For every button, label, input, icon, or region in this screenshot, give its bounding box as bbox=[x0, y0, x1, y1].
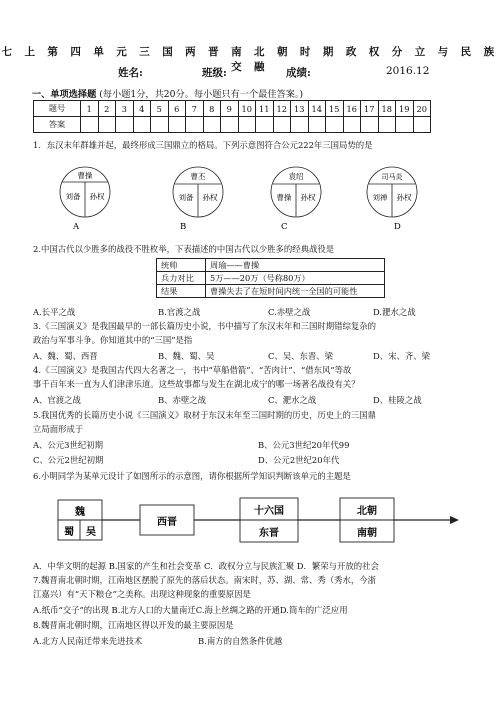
answer-cell[interactable] bbox=[203, 117, 221, 133]
section-title: 一、单项选择题 bbox=[32, 89, 97, 100]
answer-cell[interactable] bbox=[343, 117, 361, 133]
q2-option-a[interactable]: A.长平之战 bbox=[33, 307, 76, 317]
q1-b-right: 孙权 bbox=[202, 193, 218, 202]
question-number: 18 bbox=[378, 101, 396, 117]
q7-line2: 江嘉兴）有“天下粮仓”之美称。出现这种现象的重要原因是 bbox=[33, 589, 251, 599]
q3-option-c[interactable]: C、吴、东晋、梁 bbox=[268, 351, 334, 361]
q6-box3-top: 十六国 bbox=[254, 506, 284, 517]
q5-option-b[interactable]: B、公元3世纪20年代99 bbox=[258, 440, 350, 450]
q5-line1: 5.我国优秀的长篇历史小说《三国演义》取材于东汉末年至三国时期的历史，历史上的三国鼎 bbox=[33, 410, 376, 420]
q1-d-top: 司马炎 bbox=[381, 173, 403, 181]
answer-cell[interactable] bbox=[116, 117, 134, 133]
q1-d-letter: D bbox=[394, 222, 401, 232]
answer-cell[interactable] bbox=[256, 117, 274, 133]
q3-option-b[interactable]: B、魏、蜀、吴 bbox=[158, 351, 215, 361]
q5-option-d[interactable]: D、公元2世纪20年代 bbox=[258, 455, 340, 465]
question-number: 6 bbox=[168, 101, 186, 117]
q8-option-b[interactable]: B.南方的自然条件优越 bbox=[198, 636, 283, 646]
q6-box-sixteen-kingdoms bbox=[240, 498, 298, 542]
q4-line2: 事千百年来一直为人们津津乐道。这些故事都与发生在湖北成宁的哪一场著名战役有关？ bbox=[33, 379, 360, 389]
question-number: 11 bbox=[256, 101, 274, 117]
q2-row-value: 周瑜——曹操 bbox=[206, 259, 385, 272]
question-number: 16 bbox=[343, 101, 361, 117]
question-number: 2 bbox=[98, 101, 116, 117]
answer-cell[interactable] bbox=[221, 117, 239, 133]
q1-b-top: 曹丕 bbox=[190, 172, 206, 181]
q6-box4-top: 北朝 bbox=[357, 506, 377, 517]
question-number: 7 bbox=[186, 101, 204, 117]
q6-box4-bottom: 南朝 bbox=[357, 528, 377, 539]
answer-cell[interactable] bbox=[168, 117, 186, 133]
section-heading bbox=[32, 86, 303, 100]
q1-c-right: 孙权 bbox=[300, 193, 316, 202]
q2-row-key: 兵力对比 bbox=[157, 272, 206, 285]
q4-option-c[interactable]: C、淝水之战 bbox=[268, 395, 317, 405]
q4-option-a[interactable]: A、官渡之战 bbox=[33, 395, 81, 405]
question-number: 4 bbox=[133, 101, 151, 117]
q6-box2: 西晋 bbox=[157, 517, 177, 528]
q1-option-d-diagram bbox=[367, 167, 417, 232]
answer-cell[interactable] bbox=[186, 117, 204, 133]
q5-line2: 立局面形成于 bbox=[33, 424, 84, 434]
answer-cell[interactable] bbox=[133, 117, 151, 133]
q1-a-top: 曹操 bbox=[77, 171, 93, 180]
question-number: 9 bbox=[221, 101, 239, 117]
answer-table bbox=[33, 100, 431, 133]
q1-option-a-diagram bbox=[60, 167, 110, 232]
q6-box-three-kingdoms bbox=[58, 500, 102, 540]
question-number: 5 bbox=[151, 101, 169, 117]
answer-cell[interactable] bbox=[273, 117, 291, 133]
q1-d-right: 孙权 bbox=[396, 193, 412, 202]
q2-option-c[interactable]: C.赤壁之战 bbox=[268, 307, 311, 317]
answer-cell[interactable] bbox=[378, 117, 396, 133]
q4-line1: 4.《三国演义》是我国古代四大名著之一，书中“草船借箭”、“苦肉计”、“借东风”等故 bbox=[33, 365, 352, 375]
q6-box-north-south bbox=[340, 498, 394, 542]
q2-row-key: 统帅 bbox=[157, 259, 206, 272]
q5-option-a[interactable]: A、公元3世纪初期 bbox=[33, 440, 104, 450]
answer-cell[interactable] bbox=[396, 117, 414, 133]
exam-date: 2016.12 bbox=[386, 65, 430, 77]
q6-options[interactable]: A．中华文明的起源 B.国家的产生和社会变革 C．政权分立与民族汇聚 D．繁荣与开放的社会 bbox=[33, 561, 379, 571]
q2-option-b[interactable]: B.官渡之战 bbox=[158, 307, 201, 317]
question-number: 1 bbox=[81, 101, 99, 117]
q1-text: 1．东汉末年群雄并起，最终形成三国鼎立的格局。下列示意图符合公元222年三国局势的是 bbox=[33, 140, 373, 150]
q2-option-d[interactable]: D.淝水之战 bbox=[373, 307, 416, 317]
q5-option-c[interactable]: C、公元2世纪初期 bbox=[33, 455, 104, 465]
answer-cell[interactable] bbox=[151, 117, 169, 133]
q6-box-western-jin bbox=[140, 505, 194, 535]
q2-row-value: 曹操失去了在短时间内统一全国的可能性 bbox=[206, 285, 385, 298]
q7-options[interactable]: A.纸币“交子”的出现 B.北方人口的大量南迁C.海上丝绸之路的开通D.筒车的广泛应用 bbox=[33, 605, 348, 615]
q1-c-letter: C bbox=[281, 222, 288, 232]
q1-b-left: 刘备 bbox=[178, 193, 194, 202]
answer-cell[interactable] bbox=[98, 117, 116, 133]
q3-option-a[interactable]: A、魏、蜀、西晋 bbox=[33, 351, 98, 361]
q1-a-letter: A bbox=[73, 222, 80, 232]
q6-box1-top: 魏 bbox=[75, 507, 85, 518]
q1-a-left: 刘备 bbox=[65, 192, 81, 201]
section-note: (每小题1分，共20分。每小题只有一个最佳答案。) bbox=[99, 89, 304, 100]
q3-line1: 3.《三国演义》是我国最早的一部长篇历史小说，书中描写了东汉末年和三国时期错综复杂的 bbox=[33, 321, 376, 331]
question-number: 15 bbox=[326, 101, 344, 117]
name-label: 姓名: bbox=[118, 67, 143, 79]
exam-title: 七 上 第 四 单 元 三 国 两 晋 南 北 朝 时 期 政 权 分 立 与 民 族 交 融 bbox=[1, 46, 499, 73]
q6-box1-right: 吴 bbox=[86, 527, 96, 538]
answer-cell[interactable] bbox=[413, 117, 431, 133]
answer-row-label: 答案 bbox=[34, 117, 81, 133]
q2-row-key: 结果 bbox=[157, 285, 206, 298]
q6-box3-bottom: 东晋 bbox=[259, 528, 279, 539]
answer-cell[interactable] bbox=[308, 117, 326, 133]
q2-battle-table bbox=[156, 258, 385, 298]
question-number: 14 bbox=[308, 101, 326, 117]
q1-option-c-diagram bbox=[271, 167, 321, 232]
q8-option-a[interactable]: A.北方人民南迁带来先进技术 bbox=[33, 636, 143, 646]
q1-diagram bbox=[40, 158, 470, 238]
q4-option-b[interactable]: B、赤壁之战 bbox=[158, 395, 207, 405]
q3-option-d[interactable]: D、宋、齐、梁 bbox=[373, 351, 430, 361]
answer-cell[interactable] bbox=[238, 117, 256, 133]
answer-cell[interactable] bbox=[81, 117, 99, 133]
score-label: 成绩: bbox=[286, 67, 311, 79]
q2-text: 2.中国古代以少胜多的战役不胜枚举，下表描述的中国古代以少胜多的经典战役是 bbox=[33, 244, 335, 254]
q2-row-value: 5万——20万（号称80万） bbox=[206, 272, 385, 285]
class-label: 班级: bbox=[202, 67, 227, 79]
question-number: 13 bbox=[291, 101, 309, 117]
answer-cell[interactable] bbox=[291, 117, 309, 133]
question-number: 12 bbox=[273, 101, 291, 117]
q6-box1-left: 蜀 bbox=[64, 527, 74, 538]
question-number: 8 bbox=[203, 101, 221, 117]
q1-d-left: 刘禅 bbox=[372, 193, 388, 202]
q1-option-b-diagram bbox=[173, 167, 223, 232]
question-number: 3 bbox=[116, 101, 134, 117]
q3-line2: 政治与军事斗争。你知道其中的“三国”是指 bbox=[33, 335, 193, 345]
q1-c-left: 曹操 bbox=[276, 193, 292, 202]
question-number: 19 bbox=[396, 101, 414, 117]
q1-a-right: 孙权 bbox=[89, 192, 105, 201]
q4-option-d[interactable]: D、桂陵之战 bbox=[373, 395, 422, 405]
q1-c-top: 袁绍 bbox=[288, 172, 304, 181]
q8-text: 8.魏晋南北朝时期，江南地区得以开发的最主要原因是 bbox=[33, 620, 234, 630]
q6-text: 6.小明同学为某单元设计了如图所示的示意图，请你根据所学知识判断该单元的主题是 bbox=[33, 471, 351, 481]
question-number: 20 bbox=[413, 101, 431, 117]
question-number: 17 bbox=[361, 101, 379, 117]
answer-cell[interactable] bbox=[361, 117, 379, 133]
answer-table-header-label: 题号 bbox=[34, 101, 81, 117]
q6-diagram bbox=[40, 492, 480, 552]
answer-cell[interactable] bbox=[326, 117, 344, 133]
q1-b-letter: B bbox=[180, 222, 187, 232]
question-number: 10 bbox=[238, 101, 256, 117]
q7-line1: 7.魏晋南北朝时期，江南地区摆脱了原先的落后状态。南宋时，苏、湖、常、秀（秀水，今浙 bbox=[33, 575, 376, 585]
